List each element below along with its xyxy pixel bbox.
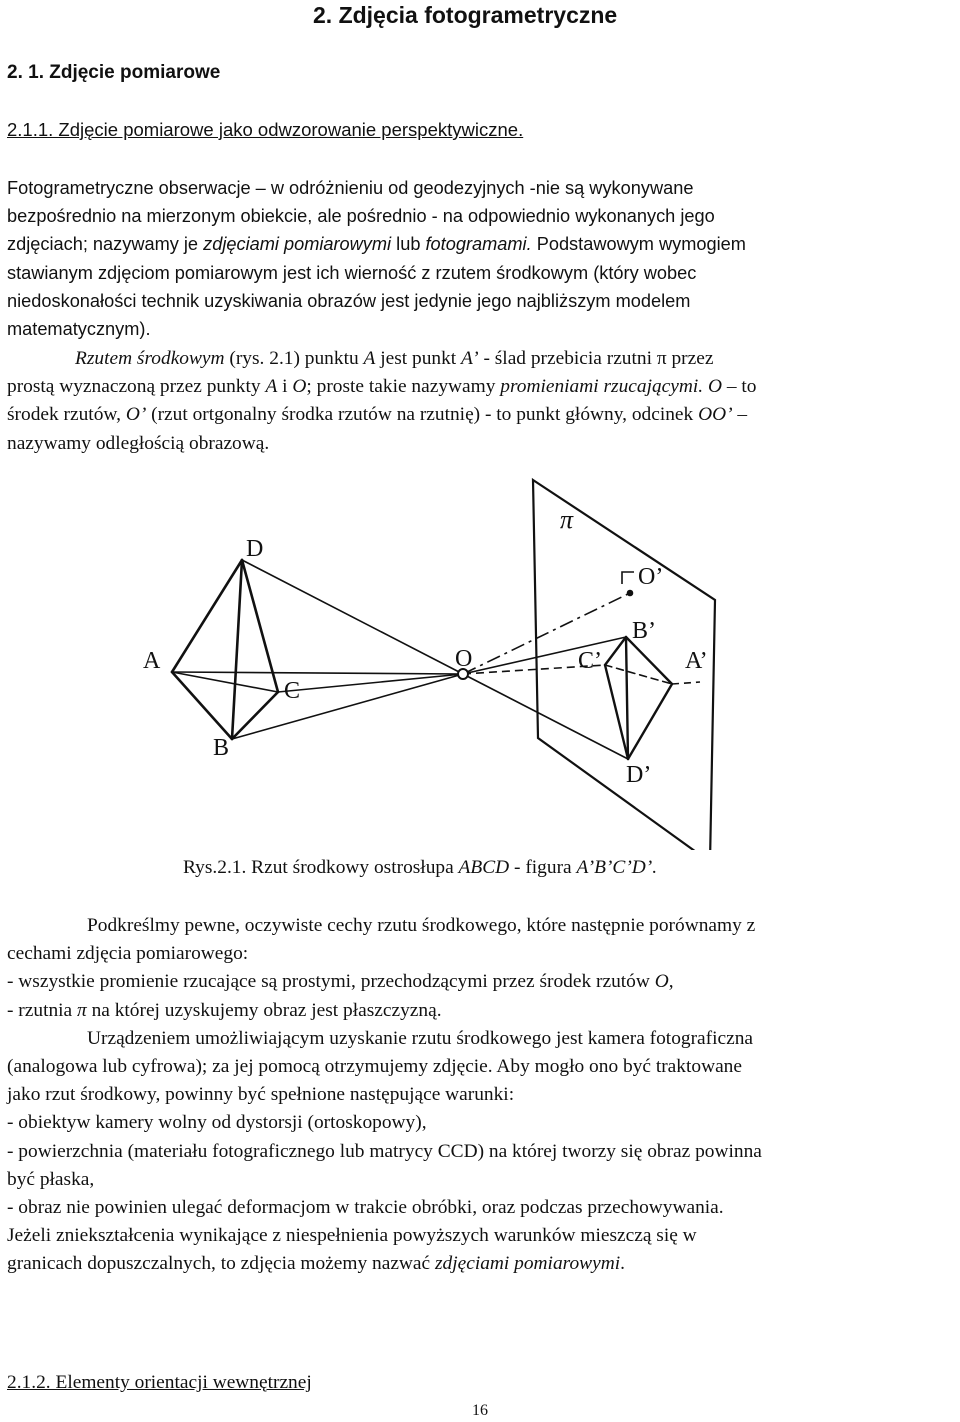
text-line: cechami zdjęcia pomiarowego: — [7, 943, 249, 965]
text-span: , — [668, 971, 674, 993]
caption-text: - figura — [509, 857, 577, 878]
label-D-prime: D’ — [626, 762, 652, 788]
text-line: Jeżeli zniekształcenia wynikające z niespełnienia powyższych warunków mieszczą się w — [7, 1225, 697, 1247]
text-line: jako rzut środkowy, powinny być spełnione następujące warunki: — [7, 1084, 515, 1106]
symbol-italic: O — [707, 376, 722, 398]
text-span: na której uzyskujemy obraz jest płaszczyzną. — [86, 999, 442, 1021]
text-span: – — [732, 404, 748, 426]
text-span: i — [277, 376, 293, 398]
text-span: środek rzutów, — [7, 404, 126, 426]
label-C: C — [284, 678, 301, 704]
term-italic: zdjęciami pomiarowymi — [435, 1253, 621, 1275]
projected-figure — [605, 637, 672, 759]
symbol-italic: A — [363, 348, 376, 369]
text-line: - obraz nie powinien ulegać deformacjom w trakcie obróbki, oraz podczas przechowywania. — [7, 1197, 724, 1219]
text-span: prostą wyznaczoną przez punkty — [7, 376, 266, 398]
subsection-title: 2.1.1. Zdjęcie pomiarowe jako odwzorowanie perspektywiczne. — [7, 119, 524, 140]
symbol-italic: π — [77, 999, 87, 1021]
text-span: (rys. 2.1) punktu — [224, 348, 364, 369]
label-C-prime: C’ — [578, 648, 602, 674]
term-italic: promieniami rzucającymi. — [500, 376, 704, 398]
label-A-prime: A’ — [685, 648, 708, 674]
text-span: zdjęciach; nazywamy je — [7, 234, 204, 255]
label-D: D — [246, 536, 264, 562]
text-line: być płaska, — [7, 1168, 95, 1190]
text-span: (rzut ortgonalny środka rzutów na rzutnię) - to punkt główny, odcinek — [146, 404, 699, 426]
text-span: - ślad przebicia rzutni π przez — [478, 348, 714, 369]
text-line — [7, 373, 957, 401]
text-line — [7, 997, 957, 1025]
text-span: – to — [721, 376, 757, 398]
text-line: Podkreślmy pewne, oczywiste cechy rzutu środkowego, które następnie porównamy z — [87, 915, 756, 936]
text-line — [7, 230, 957, 258]
text-line — [7, 345, 957, 373]
text-line: matematycznym). — [7, 319, 151, 340]
label-O: O — [455, 646, 473, 672]
section-title: 2. 1. Zdjęcie pomiarowe — [7, 62, 221, 83]
term-italic: Rzutem środkowym — [75, 348, 225, 369]
label-O-prime: O’ — [638, 564, 664, 590]
subsection-title-next: 2.1.2. Elementy orientacji wewnętrznej — [7, 1372, 312, 1393]
symbol-italic: O — [292, 376, 307, 398]
figure-caption — [183, 857, 657, 879]
caption-text: Rys.2.1. Rzut środkowy ostrosłupa — [183, 857, 459, 878]
text-span: granicach dopuszczalnych, to zdjęcia możemy nazwać — [7, 1253, 435, 1275]
label-A: A — [143, 648, 161, 674]
central-projection-figure — [0, 460, 960, 850]
caption-italic: A’B’C’D’. — [576, 857, 658, 878]
text-line: - obiektyw kamery wolny od dystorsji (ortoskopowy), — [7, 1112, 427, 1134]
term-italic: zdjęciami pomiarowymi — [203, 234, 392, 255]
text-span: lub — [391, 234, 426, 255]
text-line: nazywamy odległością obrazową. — [7, 432, 270, 454]
text-line — [7, 401, 957, 429]
text-line — [7, 1250, 957, 1278]
chapter-title: 2. Zdjęcia fotogrametryczne — [313, 2, 618, 28]
text-span: - rzutnia — [7, 999, 77, 1021]
pyramid-object — [172, 560, 278, 739]
text-span: ; proste takie nazywamy — [306, 376, 501, 398]
text-span: Podstawowym wymogiem — [531, 234, 746, 255]
principal-point-marker — [622, 572, 634, 596]
text-line: (analogowa lub cyfrowa); za jej pomocą otrzymujemy zdjęcie. Aby mogło ono być traktowane — [7, 1056, 742, 1078]
symbol-italic: A — [265, 376, 278, 398]
text-line: Fotogrametryczne obserwacje – w odróżnieniu od geodezyjnych -nie są wykonywane — [7, 178, 694, 198]
symbol-italic: A’ — [461, 348, 479, 369]
paragraph-properties — [7, 912, 957, 1279]
label-pi: π — [560, 505, 574, 534]
text-line: stawianym zdjęciom pomiarowym jest ich wierność z rzutem środkowym (który wobec — [7, 262, 697, 283]
text-line: bezpośrednio na mierzonym obiekcie, ale pośrednio - na odpowiednio wykonanych jego — [7, 206, 715, 227]
text-line: niedoskonałości technik uzyskiwania obrazów jest jedynie jego najbliższym modelem — [7, 290, 691, 311]
label-B: B — [213, 735, 230, 761]
symbol-italic: O — [654, 971, 669, 993]
text-span: - wszystkie promienie rzucające są prostymi, przechodzącymi przez środek rzutów — [7, 971, 655, 993]
term-italic: fotogramami. — [425, 234, 532, 255]
text-span: . — [620, 1253, 625, 1275]
symbol-italic: OO’ — [698, 404, 733, 426]
hidden-rays — [672, 682, 700, 684]
text-line: Urządzeniem umożliwiającym uzyskanie rzutu środkowego jest kamera fotograficzna — [87, 1027, 754, 1049]
paragraph-definition — [7, 345, 957, 458]
symbol-italic: O’ — [125, 404, 147, 426]
text-span: jest punkt — [375, 348, 462, 369]
text-line — [7, 968, 957, 996]
page-number: 16 — [472, 1402, 488, 1419]
paragraph-intro — [7, 174, 957, 343]
label-B-prime: B’ — [632, 618, 656, 644]
caption-italic: ABCD — [458, 857, 510, 878]
text-line: - powierzchnia (materiału fotograficznego lub matrycy CCD) na której tworzy się obraz powinna — [7, 1140, 762, 1162]
